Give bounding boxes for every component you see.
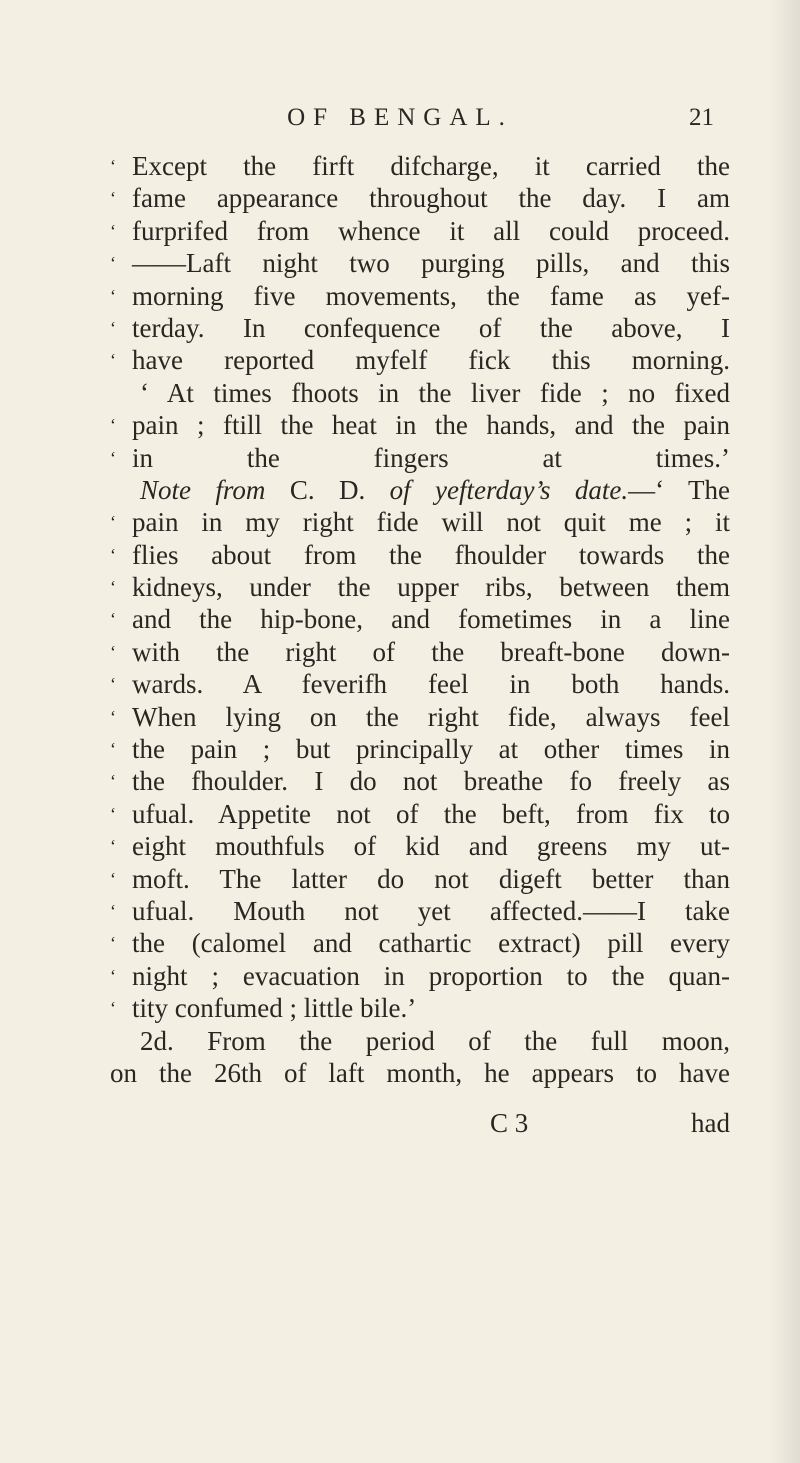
line-text: morning five movements, the fame as yef- (132, 280, 730, 311)
line-text: in the fingers at times.’ (132, 442, 730, 473)
line-tail: —‘ The (628, 474, 731, 505)
text-line (110, 636, 730, 668)
text-line (110, 992, 730, 1024)
quote-mark: ‘ (110, 447, 116, 468)
catchword: had (691, 1108, 730, 1138)
text-line (110, 377, 730, 409)
quote-mark: ‘ (110, 317, 116, 338)
quote-mark: ‘ (110, 188, 116, 209)
quote-mark: ‘ (110, 350, 116, 371)
quote-mark: ‘ (110, 220, 116, 241)
quote-mark: ‘ (110, 609, 116, 630)
text-line (110, 442, 730, 474)
quote-mark: ‘ (110, 674, 116, 695)
quote-mark: ‘ (110, 706, 116, 727)
text-line (110, 701, 730, 733)
text-line (110, 765, 730, 797)
line-text: terday. In confequence of the above, I (132, 312, 730, 343)
text-line (110, 182, 730, 214)
line-text: When lying on the right fide, always feel (132, 701, 730, 732)
quote-mark: ‘ (110, 771, 116, 792)
text-line (110, 895, 730, 927)
note-date: of yefterday’s date. (389, 474, 629, 505)
text-line (110, 1057, 730, 1089)
quote-mark: ‘ (110, 415, 116, 436)
line-text: ufual. Appetite not of the beft, from fix to (132, 798, 730, 829)
line-text: eight mouthfuls of kid and greens my ut- (132, 831, 730, 862)
text-line (110, 960, 730, 992)
quote-mark: ‘ (110, 836, 116, 857)
line-text: furprifed from whence it all could proceed. (132, 215, 730, 246)
text-line (110, 409, 730, 441)
quote-mark: ‘ (110, 285, 116, 306)
quote-mark: ‘ (110, 577, 116, 598)
line-text: ——Laft night two purging pills, and this (132, 248, 730, 279)
line-text: Except the firft difcharge, it carried the (132, 151, 730, 181)
text-line (110, 603, 730, 635)
quote-mark: ‘ (110, 933, 116, 954)
text-line (110, 247, 730, 279)
text-line (110, 539, 730, 571)
text-line (110, 312, 730, 344)
signature-mark: C 3 (490, 1108, 529, 1138)
line-text: the (calomel and cathartic extract) pill every (132, 928, 730, 959)
text-line (110, 863, 730, 895)
quote-mark: ‘ (110, 965, 116, 986)
page-footer (110, 1108, 730, 1142)
text-line (110, 668, 730, 700)
quote-mark: ‘ (110, 253, 116, 274)
line-text: wards. A feverifh feel in both hands. (132, 669, 730, 700)
line-text: moft. The latter do not digeft better than (132, 863, 730, 894)
quote-mark: ‘ (110, 156, 116, 176)
line-text: tity confumed ; little bile.’ (132, 993, 417, 1024)
note-label: Note from (140, 474, 266, 505)
line-text: 2d. From the period of the full moon, (140, 1025, 730, 1056)
quote-mark: ‘ (110, 998, 116, 1019)
line-text: flies about from the fhoulder towards the (132, 539, 730, 570)
quote-mark: ‘ (110, 641, 116, 662)
line-text: the pain ; but principally at other times in (132, 734, 730, 765)
line-text: kidneys, under the upper ribs, between them (132, 572, 730, 603)
text-line (110, 215, 730, 247)
line-text: on the 26th of laft month, he appears to have (110, 1057, 730, 1088)
page-edge-shadow (770, 0, 800, 1463)
text-line (110, 150, 730, 182)
line-text: and the hip-bone, and fometimes in a line (132, 604, 730, 635)
line-text: the fhoulder. I do not breathe fo freely as (132, 766, 730, 797)
page-number: 21 (689, 104, 714, 131)
text-line (110, 280, 730, 312)
line-text: pain ; ftill the heat in the hands, and the pain (132, 410, 730, 441)
text-line (110, 733, 730, 765)
text-line (110, 798, 730, 830)
text-line (110, 571, 730, 603)
text-line (110, 506, 730, 538)
line-text: have reported myfelf fick this morning. (132, 345, 730, 376)
quote-mark: ‘ (110, 803, 116, 824)
quote-mark: ‘ (110, 868, 116, 889)
body-text (110, 150, 730, 1089)
quote-mark: ‘ (110, 739, 116, 760)
line-text: fame appearance throughout the day. I am (132, 183, 730, 214)
text-line (110, 830, 730, 862)
line-text: ‘ At times fhoots in the liver fide ; no fixed (140, 377, 730, 408)
line-text: ufual. Mouth not yet affected.——I take (132, 895, 730, 926)
line-text: C. D. (289, 474, 366, 505)
text-line (110, 927, 730, 959)
text-line (110, 474, 730, 506)
running-title: OF BENGAL. (287, 104, 513, 131)
text-line (110, 1025, 730, 1057)
line-text: night ; evacuation in proportion to the quan- (132, 960, 730, 991)
quote-mark: ‘ (110, 544, 116, 565)
page-header (0, 104, 800, 140)
quote-mark: ‘ (110, 900, 116, 921)
text-line (110, 344, 730, 376)
line-text: pain in my right fide will not quit me ; it (132, 507, 730, 538)
quote-mark: ‘ (110, 512, 116, 533)
line-text: with the right of the breaft-bone down- (132, 636, 730, 667)
